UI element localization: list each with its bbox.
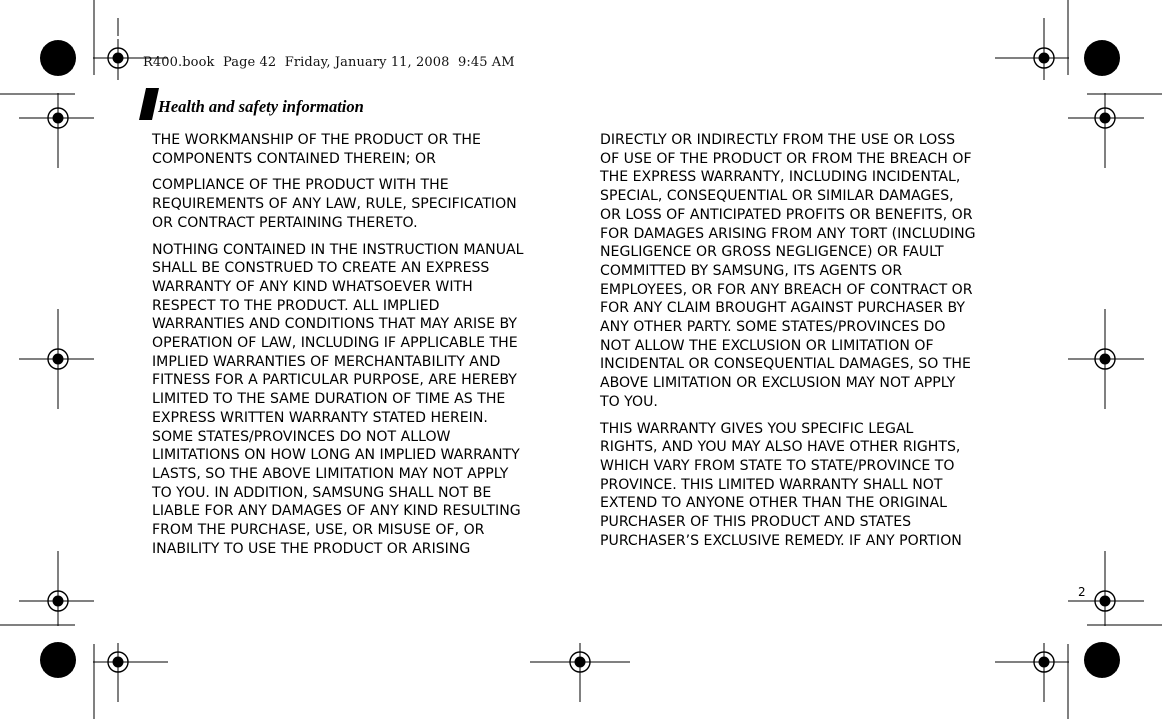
text-line: COMPLIANCE OF THE PRODUCT WITH THE xyxy=(152,177,449,194)
text-line: INCIDENTAL OR CONSEQUENTIAL DAMAGES, SO THE xyxy=(600,356,971,373)
text-line: PURCHASER’S EXCLUSIVE REMEDY. IF ANY PORTION xyxy=(600,532,962,549)
registration-mark-icon xyxy=(1025,643,1063,681)
right-column-paragraph xyxy=(600,131,1015,412)
text-line: THE EXPRESS WARRANTY, INCLUDING INCIDENTAL, xyxy=(600,169,961,186)
text-line: WARRANTIES AND CONDITIONS THAT MAY ARISE BY xyxy=(152,316,517,333)
registration-mark-icon xyxy=(1086,340,1124,378)
file-info-header: R400.book Page 42 Friday, January 11, 2008 9:45 AM xyxy=(143,55,515,70)
star-target-icon xyxy=(1084,40,1120,76)
text-line: THE WORKMANSHIP OF THE PRODUCT OR THE xyxy=(152,132,481,148)
star-target-icon xyxy=(40,642,76,678)
registration-mark-icon xyxy=(561,643,599,681)
section-marker-icon xyxy=(139,88,159,120)
text-line: NEGLIGENCE OR GROSS NEGLIGENCE) OR FAULT xyxy=(600,244,944,261)
text-line: RIGHTS, AND YOU MAY ALSO HAVE OTHER RIGHTS, xyxy=(600,439,961,456)
registration-mark-icon xyxy=(99,643,137,681)
text-line: INABILITY TO USE THE PRODUCT OR ARISING xyxy=(152,540,471,557)
text-line: FITNESS FOR A PARTICULAR PURPOSE, ARE HEREBY xyxy=(152,372,517,389)
registration-mark-icon xyxy=(39,99,77,137)
text-line: ABOVE LIMITATION OR EXCLUSION MAY NOT APPLY xyxy=(600,375,956,392)
text-line: TO YOU. xyxy=(600,393,658,410)
registration-mark-icon xyxy=(1025,39,1063,77)
left-column-paragraph xyxy=(152,131,564,168)
registration-mark-icon xyxy=(39,582,77,620)
registration-mark-icon xyxy=(39,340,77,378)
text-line: LIABLE FOR ANY DAMAGES OF ANY KIND RESULTING xyxy=(152,503,521,520)
text-line: NOTHING CONTAINED IN THE INSTRUCTION MANUAL xyxy=(152,241,524,258)
text-line: WHICH VARY FROM STATE TO STATE/PROVINCE TO xyxy=(600,457,955,474)
text-line: LASTS, SO THE ABOVE LIMITATION MAY NOT APPLY xyxy=(152,465,509,482)
text-line: OPERATION OF LAW, INCLUDING IF APPLICABLE THE xyxy=(152,335,518,352)
text-line: TO YOU. IN ADDITION, SAMSUNG SHALL NOT BE xyxy=(152,484,492,501)
text-line: PROVINCE. THIS LIMITED WARRANTY SHALL NOT xyxy=(600,476,943,493)
text-line: COMMITTED BY SAMSUNG, ITS AGENTS OR xyxy=(600,262,903,279)
registration-mark-icon xyxy=(99,39,137,77)
page-number: 2 xyxy=(1078,585,1086,599)
text-line: ANY OTHER PARTY. SOME STATES/PROVINCES DO xyxy=(600,319,946,336)
text-line: REQUIREMENTS OF ANY LAW, RULE, SPECIFICATION xyxy=(152,196,517,213)
left-text-column xyxy=(152,131,564,558)
registration-mark-icon xyxy=(1086,99,1124,137)
text-line: PURCHASER OF THIS PRODUCT AND STATES xyxy=(600,514,912,531)
text-line: RESPECT TO THE PRODUCT. ALL IMPLIED xyxy=(152,297,440,314)
text-line: LIMITED TO THE SAME DURATION OF TIME AS THE xyxy=(152,391,506,408)
text-line: FOR DAMAGES ARISING FROM ANY TORT (INCLUDING xyxy=(600,225,976,242)
text-line: LIMITATIONS ON HOW LONG AN IMPLIED WARRANTY xyxy=(152,447,520,464)
text-line: FOR ANY CLAIM BROUGHT AGAINST PURCHASER BY xyxy=(600,300,965,317)
text-line: IMPLIED WARRANTIES OF MERCHANTABILITY AND xyxy=(152,353,501,370)
right-column-paragraph xyxy=(600,420,1015,551)
text-line: DIRECTLY OR INDIRECTLY FROM THE USE OR LOSS xyxy=(600,132,956,148)
left-column-paragraph xyxy=(152,241,564,559)
text-line: OF USE OF THE PRODUCT OR FROM THE BREACH OF xyxy=(600,150,972,167)
text-line: EXPRESS WRITTEN WARRANTY STATED HEREIN. xyxy=(152,409,488,426)
text-line: OR CONTRACT PERTAINING THERETO. xyxy=(152,214,418,231)
text-line: WARRANTY OF ANY KIND WHATSOEVER WITH xyxy=(152,278,473,295)
star-target-icon xyxy=(40,40,76,76)
right-text-column xyxy=(600,131,1015,550)
text-line: SPECIAL, CONSEQUENTIAL OR SIMILAR DAMAGES, xyxy=(600,188,954,205)
text-line: FROM THE PURCHASE, USE, OR MISUSE OF, OR xyxy=(152,522,485,539)
text-line: EXTEND TO ANYONE OTHER THAN THE ORIGINAL xyxy=(600,495,948,512)
text-line: EMPLOYEES, OR FOR ANY BREACH OF CONTRACT OR xyxy=(600,281,973,298)
star-target-icon xyxy=(1084,642,1120,678)
left-column-paragraph xyxy=(152,176,564,232)
registration-mark-icon xyxy=(1086,582,1124,620)
text-line: SHALL BE CONSTRUED TO CREATE AN EXPRESS xyxy=(152,260,490,277)
text-line: THIS WARRANTY GIVES YOU SPECIFIC LEGAL xyxy=(600,420,914,437)
text-line: SOME STATES/PROVINCES DO NOT ALLOW xyxy=(152,428,451,445)
text-line: NOT ALLOW THE EXCLUSION OR LIMITATION OF xyxy=(600,337,934,354)
text-line: OR LOSS OF ANTICIPATED PROFITS OR BENEFITS, OR xyxy=(600,206,973,223)
text-line: COMPONENTS CONTAINED THEREIN; OR xyxy=(152,150,436,167)
section-title: Health and safety information xyxy=(158,97,364,116)
